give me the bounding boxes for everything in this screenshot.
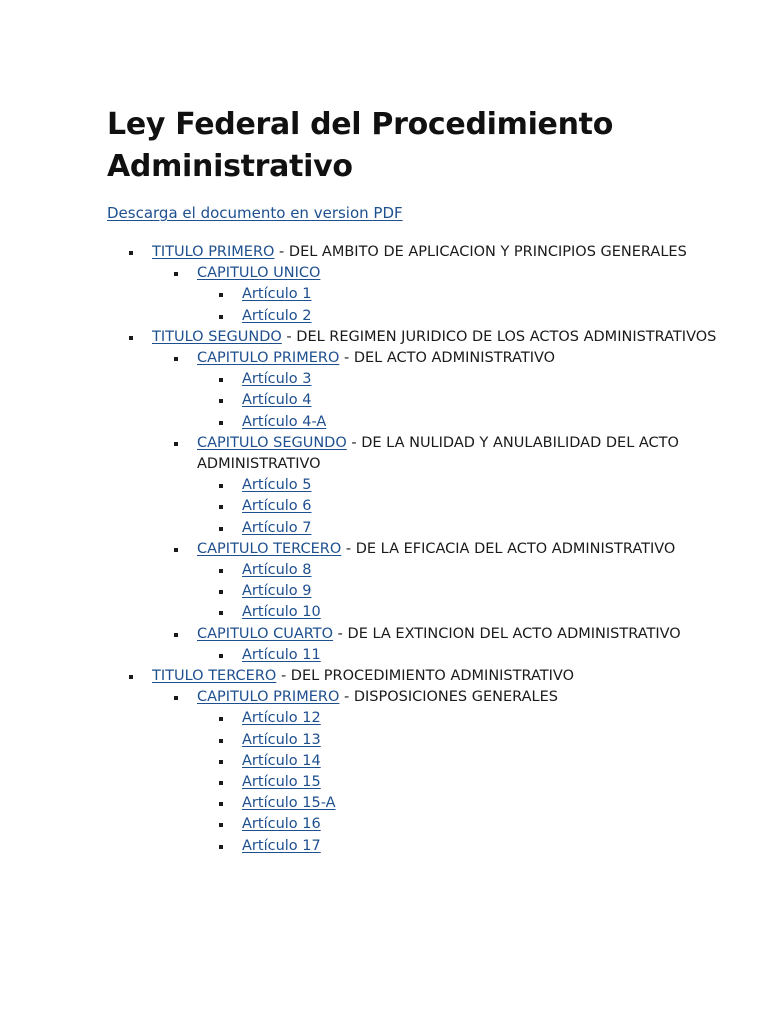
capitulo-link[interactable]: CAPITULO PRIMERO [197,350,340,367]
page-title: Ley Federal del Procedimiento Administrativo [107,107,614,184]
titulo-item [107,666,727,857]
articulo-link[interactable]: Artículo 10 [242,604,321,621]
articulo-link[interactable]: Artículo 11 [242,646,321,663]
articulo-item [197,708,727,729]
articulo-item [197,518,727,539]
articulo-item [197,602,727,623]
articulo-link[interactable]: Artículo 2 [242,307,312,324]
capitulo-item [152,539,727,624]
articulo-item [197,645,727,666]
articulo-item [197,475,727,496]
articulo-link[interactable]: Artículo 3 [242,371,312,388]
articulo-link[interactable]: Artículo 17 [242,837,321,854]
articulo-list [197,284,727,326]
articulo-link[interactable]: Artículo 9 [242,583,312,600]
articulo-link[interactable]: Artículo 16 [242,816,321,833]
articulo-item [197,306,727,327]
articulo-item [197,836,727,857]
titulo-link[interactable]: TITULO SEGUNDO [152,328,282,345]
capitulo-link[interactable]: CAPITULO PRIMERO [197,689,340,706]
articulo-list [197,369,727,433]
section-description: - DE LA EFICACIA DEL ACTO ADMINISTRATIVO [341,540,676,557]
capitulo-list [152,263,727,327]
articulo-item [197,560,727,581]
articulo-link[interactable]: Artículo 15 [242,774,321,791]
section-description: - DEL ACTO ADMINISTRATIVO [339,350,556,367]
articulo-item [197,369,727,390]
capitulo-item [152,687,727,857]
articulo-link[interactable]: Artículo 1 [242,286,312,303]
articulo-list [197,560,727,624]
articulo-item [197,284,727,305]
section-description: - DE LA EXTINCION DEL ACTO ADMINISTRATIVO [333,625,681,642]
articulo-link[interactable]: Artículo 15-A [242,795,336,812]
section-description: - DEL PROCEDIMIENTO ADMINISTRATIVO [276,668,574,685]
articulo-item [197,581,727,602]
articulo-link[interactable]: Artículo 5 [242,477,312,494]
table-of-contents [107,242,727,857]
articulo-link[interactable]: Artículo 4-A [242,413,327,430]
articulo-item [197,496,727,517]
articulo-link[interactable]: Artículo 7 [242,519,312,536]
articulo-item [197,751,727,772]
capitulo-link[interactable]: CAPITULO SEGUNDO [197,434,347,451]
capitulo-item [152,348,727,433]
articulo-link[interactable]: Artículo 13 [242,731,321,748]
articulo-item [197,793,727,814]
capitulo-list [152,348,727,666]
capitulo-item [152,624,727,666]
titulo-link[interactable]: TITULO TERCERO [152,668,277,685]
capitulo-list [152,687,727,857]
articulo-link[interactable]: Artículo 6 [242,498,312,515]
articulo-item [197,730,727,751]
articulo-link[interactable]: Artículo 8 [242,562,312,579]
articulo-link[interactable]: Artículo 14 [242,752,321,769]
section-description: - DE LA NULIDAD Y ANULABILIDAD DEL ACTO ADMINISTRATIVO [197,434,679,473]
section-description: - DEL AMBITO DE APLICACION Y PRINCIPIOS GENERALES [274,244,687,260]
articulo-link[interactable]: Artículo 12 [242,710,321,727]
articulo-list [197,708,727,856]
capitulo-item [152,433,727,539]
capitulo-link[interactable]: CAPITULO TERCERO [197,540,342,557]
capitulo-item [152,263,727,327]
articulo-item [197,412,727,433]
articulo-list [197,645,727,666]
articulo-link[interactable]: Artículo 4 [242,392,312,409]
titulo-link[interactable]: TITULO PRIMERO [152,244,275,260]
section-description: - DISPOSICIONES GENERALES [339,689,559,706]
articulo-item [197,390,727,411]
section-description: - DEL REGIMEN JURIDICO DE LOS ACTOS ADMINISTRATIVOS [281,328,717,345]
capitulo-link[interactable]: CAPITULO UNICO [197,265,321,282]
articulo-list [197,475,727,539]
titulo-item [107,242,727,327]
capitulo-link[interactable]: CAPITULO CUARTO [197,625,334,642]
articulo-item [197,814,727,835]
articulo-item [197,772,727,793]
titulo-item [107,327,727,666]
pdf-download-link[interactable]: Descarga el documento en version PDF [107,204,403,222]
